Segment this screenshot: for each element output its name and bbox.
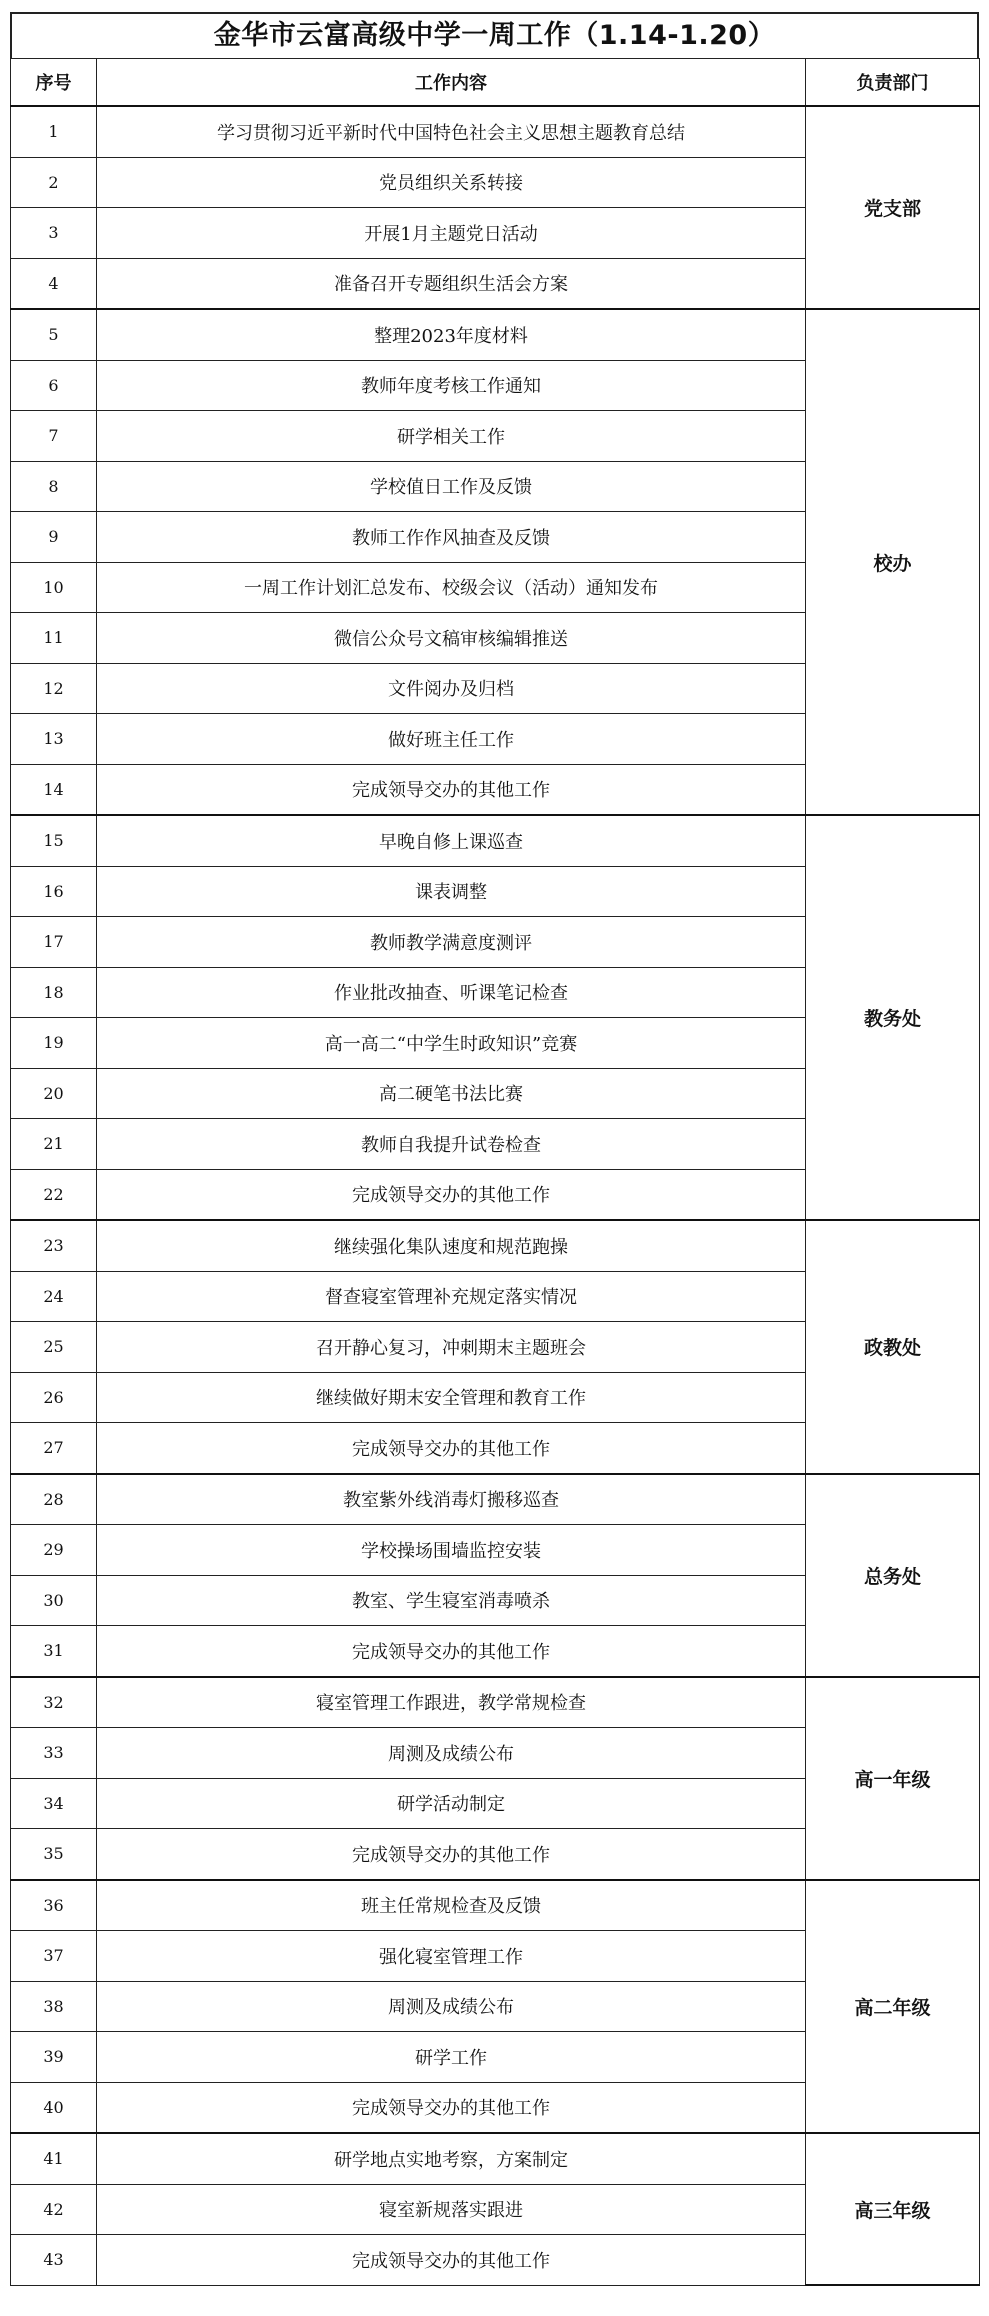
- work-content: 研学活动制定: [97, 1778, 806, 1829]
- table-row: [11, 1880, 980, 1931]
- work-content: 强化寝室管理工作: [97, 1931, 806, 1982]
- header-number: 序号: [11, 59, 97, 107]
- work-content: 研学相关工作: [97, 411, 806, 462]
- row-number: 28: [11, 1474, 97, 1525]
- row-number: 31: [11, 1626, 97, 1677]
- work-content: 督查寝室管理补充规定落实情况: [97, 1271, 806, 1322]
- responsible-department: 高三年级: [806, 2133, 980, 2285]
- work-content: 学校操场围墙监控安装: [97, 1525, 806, 1576]
- row-number: 3: [11, 208, 97, 259]
- work-content: 教室、学生寝室消毒喷杀: [97, 1575, 806, 1626]
- responsible-department: 高一年级: [806, 1677, 980, 1880]
- row-number: 39: [11, 2032, 97, 2083]
- row-number: 24: [11, 1271, 97, 1322]
- work-content: 课表调整: [97, 866, 806, 917]
- row-number: 37: [11, 1931, 97, 1982]
- work-content: 学校值日工作及反馈: [97, 461, 806, 512]
- work-content: 一周工作计划汇总发布、校级会议（活动）通知发布: [97, 562, 806, 613]
- work-content: 班主任常规检查及反馈: [97, 1880, 806, 1931]
- work-content: 寝室管理工作跟进，教学常规检查: [97, 1677, 806, 1728]
- work-content: 研学工作: [97, 2032, 806, 2083]
- row-number: 27: [11, 1423, 97, 1474]
- row-number: 30: [11, 1575, 97, 1626]
- work-content: 教师工作作风抽查及反馈: [97, 512, 806, 563]
- work-content: 党员组织关系转接: [97, 157, 806, 208]
- work-content: 教师自我提升试卷检查: [97, 1119, 806, 1170]
- row-number: 1: [11, 106, 97, 157]
- work-plan-table: [10, 58, 980, 2286]
- row-number: 40: [11, 2082, 97, 2133]
- row-number: 7: [11, 411, 97, 462]
- work-content: 高二硬笔书法比赛: [97, 1068, 806, 1119]
- work-content: 继续强化集队速度和规范跑操: [97, 1220, 806, 1271]
- row-number: 26: [11, 1372, 97, 1423]
- work-content: 召开静心复习，冲刺期末主题班会: [97, 1322, 806, 1373]
- document-title: 金华市云富高级中学一周工作（1.14-1.20）: [10, 12, 979, 58]
- row-number: 35: [11, 1829, 97, 1880]
- work-content: 学习贯彻习近平新时代中国特色社会主义思想主题教育总结: [97, 106, 806, 157]
- row-number: 22: [11, 1169, 97, 1220]
- table-row: [11, 1677, 980, 1728]
- row-number: 4: [11, 258, 97, 309]
- row-number: 18: [11, 967, 97, 1018]
- work-content: 完成领导交办的其他工作: [97, 1626, 806, 1677]
- work-content: 完成领导交办的其他工作: [97, 1423, 806, 1474]
- row-number: 5: [11, 309, 97, 360]
- row-number: 29: [11, 1525, 97, 1576]
- responsible-department: 总务处: [806, 1474, 980, 1677]
- table-row: [11, 815, 980, 866]
- row-number: 20: [11, 1068, 97, 1119]
- row-number: 14: [11, 764, 97, 815]
- row-number: 16: [11, 866, 97, 917]
- table-row: [11, 1474, 980, 1525]
- work-content: 完成领导交办的其他工作: [97, 1829, 806, 1880]
- responsible-department: 党支部: [806, 106, 980, 309]
- work-content: 文件阅办及归档: [97, 663, 806, 714]
- row-number: 2: [11, 157, 97, 208]
- row-number: 38: [11, 1981, 97, 2032]
- row-number: 17: [11, 917, 97, 968]
- work-content: 开展1月主题党日活动: [97, 208, 806, 259]
- responsible-department: 高二年级: [806, 1880, 980, 2134]
- responsible-department: 政教处: [806, 1220, 980, 1474]
- table-row: [11, 106, 980, 157]
- table-body: [11, 106, 980, 2285]
- table-row: [11, 309, 980, 360]
- row-number: 13: [11, 714, 97, 765]
- work-content: 继续做好期末安全管理和教育工作: [97, 1372, 806, 1423]
- work-content: 做好班主任工作: [97, 714, 806, 765]
- row-number: 12: [11, 663, 97, 714]
- row-number: 32: [11, 1677, 97, 1728]
- row-number: 43: [11, 2235, 97, 2286]
- row-number: 36: [11, 1880, 97, 1931]
- row-number: 9: [11, 512, 97, 563]
- row-number: 15: [11, 815, 97, 866]
- work-content: 寝室新规落实跟进: [97, 2184, 806, 2235]
- row-number: 10: [11, 562, 97, 613]
- work-content: 完成领导交办的其他工作: [97, 764, 806, 815]
- work-content: 高一高二“中学生时政知识”竞赛: [97, 1018, 806, 1069]
- work-content: 教室紫外线消毒灯搬移巡查: [97, 1474, 806, 1525]
- work-content: 整理2023年度材料: [97, 309, 806, 360]
- work-content: 准备召开专题组织生活会方案: [97, 258, 806, 309]
- row-number: 34: [11, 1778, 97, 1829]
- responsible-department: 校办: [806, 309, 980, 815]
- table-header-row: [11, 59, 980, 107]
- work-content: 完成领导交办的其他工作: [97, 2082, 806, 2133]
- row-number: 33: [11, 1728, 97, 1779]
- row-number: 42: [11, 2184, 97, 2235]
- work-content: 早晚自修上课巡查: [97, 815, 806, 866]
- work-content: 微信公众号文稿审核编辑推送: [97, 613, 806, 664]
- work-content: 周测及成绩公布: [97, 1728, 806, 1779]
- work-content: 完成领导交办的其他工作: [97, 1169, 806, 1220]
- header-department: 负责部门: [806, 59, 980, 107]
- table-row: [11, 1220, 980, 1271]
- row-number: 23: [11, 1220, 97, 1271]
- work-content: 研学地点实地考察，方案制定: [97, 2133, 806, 2184]
- row-number: 6: [11, 360, 97, 411]
- row-number: 25: [11, 1322, 97, 1373]
- table-row: [11, 2133, 980, 2184]
- row-number: 21: [11, 1119, 97, 1170]
- row-number: 19: [11, 1018, 97, 1069]
- row-number: 8: [11, 461, 97, 512]
- work-content: 作业批改抽查、听课笔记检查: [97, 967, 806, 1018]
- responsible-department: 教务处: [806, 815, 980, 1220]
- work-content: 教师年度考核工作通知: [97, 360, 806, 411]
- row-number: 41: [11, 2133, 97, 2184]
- work-content: 完成领导交办的其他工作: [97, 2235, 806, 2286]
- work-content: 教师教学满意度测评: [97, 917, 806, 968]
- row-number: 11: [11, 613, 97, 664]
- work-content: 周测及成绩公布: [97, 1981, 806, 2032]
- header-work-content: 工作内容: [97, 59, 806, 107]
